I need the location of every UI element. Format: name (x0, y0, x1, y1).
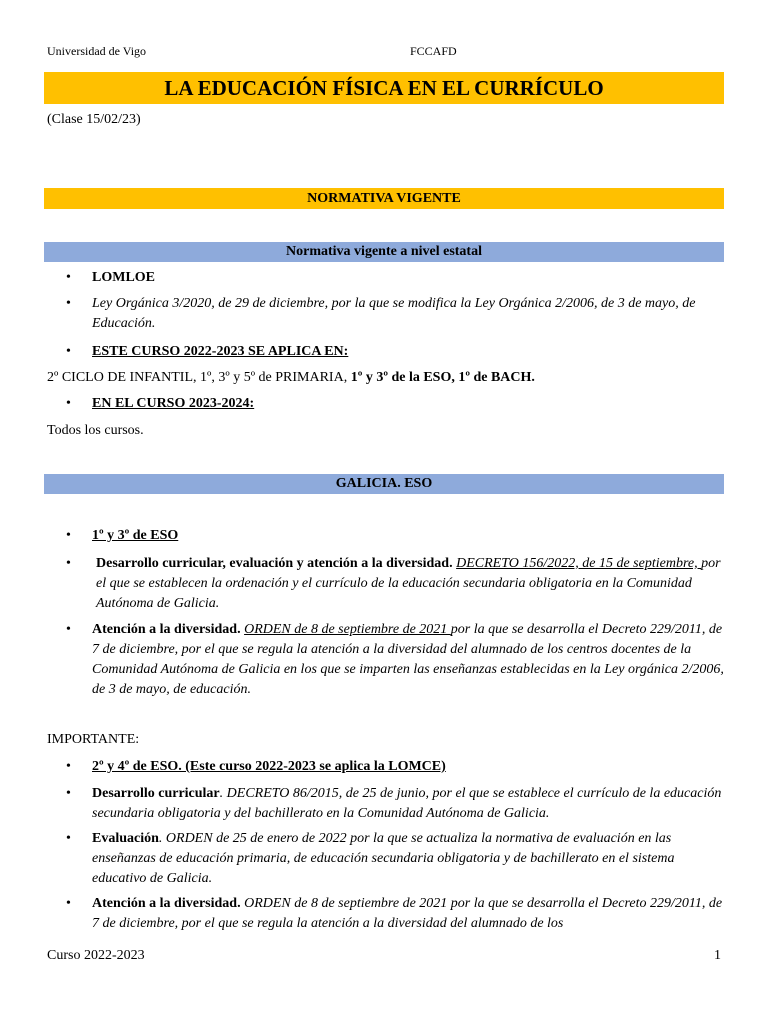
subsection-galicia-eso: GALICIA. ESO (44, 474, 724, 494)
list-item-evaluacion (92, 829, 724, 889)
list-item-eso-1-3: 1º y 3º de ESO (92, 528, 179, 543)
aplica-bold: 1º y 3º de la ESO, 1º de BACH. (350, 370, 535, 385)
atencion2-label: Atención a la diversidad. (92, 896, 245, 911)
list-item-atencion-diversidad (92, 620, 724, 700)
list-item-eso-2-4: 2º y 4º de ESO. (Este curso 2022-2023 se aplica la LOMCE) (92, 759, 446, 774)
aplica-line (47, 368, 535, 388)
bullet-icon: • (66, 270, 71, 285)
atencion-text: por la que se desarrolla el Decreto 229/2011, de 7 de diciembre, por el que se regula la atención a la diversidad del alumnado de los centros docentes de la Comunidad Autónoma de Galicia en los que se imparten las enseñanzas establecidas en la Ley orgánica 2/2006, de 3 de mayo, de educación. (92, 622, 724, 697)
importante-label: IMPORTANTE: (47, 732, 140, 747)
todos-cursos: Todos los cursos. (47, 423, 144, 438)
list-item-curso-2023: EN EL CURSO 2023-2024: (92, 396, 255, 411)
bullet-icon: • (66, 528, 71, 543)
bullet-icon: • (66, 344, 71, 359)
bullet-icon: • (66, 896, 71, 911)
list-item-atencion-diversidad-2 (92, 894, 724, 934)
list-item-desarrollo-curricular-2 (92, 784, 724, 824)
bullet-icon: • (66, 786, 71, 801)
section-normativa-vigente: NORMATIVA VIGENTE (44, 188, 724, 209)
evaluacion-text: . ORDEN de 25 de enero de 2022 por la que se actualiza la normativa de evaluación en las enseñanzas de educación primaria, de educación secundaria obligatoria y de bachillerato en el sistema educativo de Galicia. (92, 831, 675, 886)
desarrollo-text: por el que se establecen la ordenación y el currículo de la educación secundaria obligatoria en la Comunidad Autónoma de Galicia. (96, 556, 721, 611)
class-date: (Clase 15/02/23) (47, 112, 141, 127)
bullet-icon: • (66, 622, 71, 637)
bullet-icon: • (66, 296, 71, 311)
bullet-icon: • (66, 556, 71, 571)
document-title: LA EDUCACIÓN FÍSICA EN EL CURRÍCULO (44, 72, 724, 104)
footer-course: Curso 2022-2023 (47, 948, 145, 963)
subsection-estatal: Normativa vigente a nivel estatal (44, 242, 724, 262)
desarrollo-label: Desarrollo curricular, evaluación y atención a la diversidad. (96, 556, 457, 571)
orden-2021-link[interactable]: ORDEN de 8 de septiembre de 2021 (244, 622, 451, 637)
atencion2-text: ORDEN de 8 de septiembre de 2021 por la que se desarrolla el Decreto 229/2011, de 7 de diciembre, por el que se regula la atención a la diversidad del alumnado de los (92, 896, 723, 931)
bullet-icon: • (66, 759, 71, 774)
evaluacion-label: Evaluación (92, 831, 159, 846)
bullet-icon: • (66, 831, 71, 846)
list-item-desarrollo-curricular (96, 554, 724, 614)
desarrollo2-text: . DECRETO 86/2015, de 25 de junio, por el que se establece el currículo de la educación secundaria obligatoria y del bachillerato en la Comunidad Autónoma de Galicia. (92, 786, 722, 821)
decreto-156-link[interactable]: DECRETO 156/2022, de 15 de septiembre, (456, 556, 702, 571)
bullet-icon: • (66, 396, 71, 411)
header-university: Universidad de Vigo (47, 44, 147, 58)
atencion-label: Atención a la diversidad. (92, 622, 245, 637)
page-number: 1 (714, 948, 721, 963)
list-item-ley-organica: Ley Orgánica 3/2020, de 29 de diciembre, por la que se modifica la Ley Orgánica 2/2006, de 3 de mayo, de Educación. (92, 296, 696, 331)
desarrollo2-label: Desarrollo curricular (92, 786, 220, 801)
list-item-aplica-heading: ESTE CURSO 2022-2023 SE APLICA EN: (92, 344, 349, 359)
list-item-lomloe: LOMLOE (92, 270, 156, 285)
header-faculty: FCCAFD (410, 44, 457, 58)
aplica-plain: 2º CICLO DE INFANTIL, 1º, 3º y 5º de PRIMARIA, (47, 370, 351, 385)
